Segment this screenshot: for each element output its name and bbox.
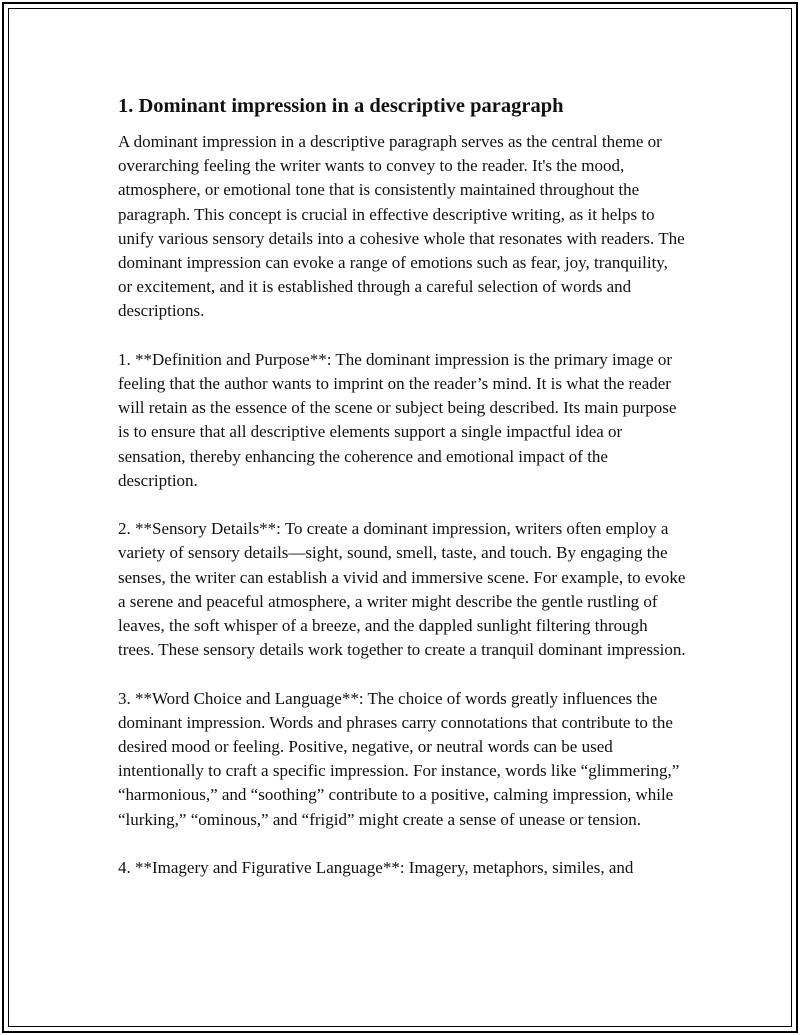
document-body [118, 92, 686, 904]
document-title: 1. Dominant impression in a descriptive paragraph [118, 95, 564, 117]
paragraph-definition-and-purpose: 1. **Definition and Purpose**: The dominant impression is the primary image or feeling that the author wants to imprint on the reader’s mind. It is what the reader will retain as the essence of the scene or subject being described. Its main purpose is to ensure that all descriptive elements support a single impactful idea or sensation, thereby enhancing the coherence and emotional impact of the description. [118, 349, 677, 490]
intro-paragraph: A dominant impression in a descriptive paragraph serves as the central theme or overarching feeling the writer wants to convey to the reader. It's the mood, atmosphere, or emotional tone that is consistently maintained throughout the paragraph. This concept is crucial in effective descriptive writing, as it helps to unify various sensory details into a cohesive whole that resonates with readers. The dominant impression can evoke a range of emotions such as fear, joy, tranquility, or excitement, and it is established through a careful selection of words and descriptions. [118, 132, 685, 321]
paragraph-sensory-details: 2. **Sensory Details**: To create a dominant impression, writers often employ a variety of sensory details—sight, sound, smell, taste, and touch. By engaging the senses, the writer can establish a vivid and immersive scene. For example, to evoke a serene and peaceful atmosphere, a writer might describe the gentle rustling of leaves, the soft whisper of a breeze, and the dappled sunlight filtering through trees. These sensory details work together to create a tranquil dominant impression. [118, 519, 686, 660]
paragraph-imagery: 4. **Imagery and Figurative Language**: Imagery, metaphors, similes, and [118, 858, 634, 878]
paragraph-word-choice: 3. **Word Choice and Language**: The choice of words greatly influences the dominant impression. Words and phrases carry connotations that contribute to the desired mood or feeling. Positive, negative, or neutral words can be used intentionally to craft a specific impression. For instance, words like “glimmering,” “harmonious,” and “soothing” contribute to a positive, calming impression, while “lurking,” “ominous,” and “frigid” might create a sense of unease or tension. [118, 688, 680, 829]
